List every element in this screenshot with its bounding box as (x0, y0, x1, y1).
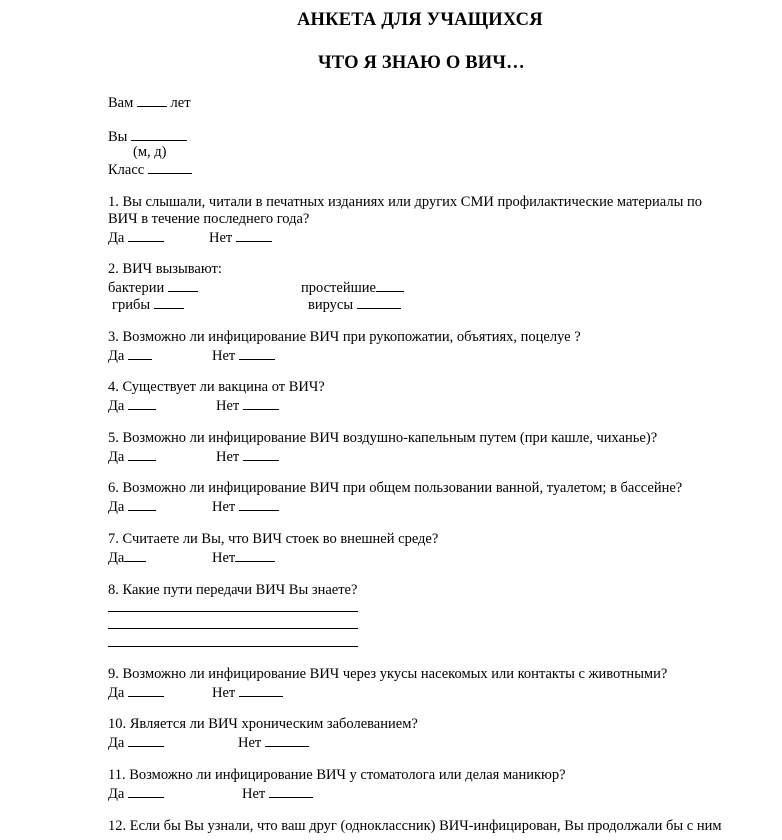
age-suffix: лет (170, 95, 191, 111)
q10-no (238, 733, 309, 752)
q6-yes-field[interactable] (128, 497, 156, 511)
q2-option-viruses (308, 295, 401, 314)
option-label: вирусы (308, 297, 354, 313)
q4-yes (108, 396, 156, 415)
question-8: 8. Какие пути передачи ВИЧ Вы знаете? (108, 582, 358, 598)
yes-label: Да (108, 550, 125, 566)
yes-label: Да (108, 786, 125, 802)
no-label: Нет (242, 786, 266, 802)
question-1-cont: ВИЧ в течение последнего года? (108, 211, 310, 227)
option-label: грибы (112, 297, 151, 313)
yes-label: Да (108, 398, 125, 414)
q8-answer-line-1[interactable] (108, 611, 358, 612)
no-label: Нет (209, 230, 233, 246)
q9-yes-field[interactable] (128, 683, 164, 697)
q4-no-field[interactable] (243, 396, 279, 410)
yes-label: Да (108, 230, 125, 246)
yes-label: Да (108, 348, 125, 364)
yes-label: Да (108, 499, 125, 515)
no-label: Нет (216, 398, 240, 414)
q9-yes (108, 683, 164, 702)
page-title: АНКЕТА ДЛЯ УЧАЩИХСЯ (297, 10, 543, 30)
q3-yes (108, 346, 152, 365)
q1-no-field[interactable] (236, 228, 272, 242)
q8-answer-line-3[interactable] (108, 646, 358, 647)
q10-yes-field[interactable] (128, 733, 164, 747)
option-label: простейшие (301, 280, 376, 296)
sex-prefix: Вы (108, 129, 128, 145)
question-9: 9. Возможно ли инфицирование ВИЧ через укусы насекомых или контакты с животными? (108, 666, 668, 682)
q7-no (212, 548, 275, 567)
q10-no-field[interactable] (265, 733, 309, 747)
q4-yes-field[interactable] (128, 396, 156, 410)
no-label: Нет (216, 449, 240, 465)
sex-hint: (м, д) (133, 144, 167, 160)
no-label: Нет (212, 685, 236, 701)
q9-no-field[interactable] (239, 683, 283, 697)
q3-no-field[interactable] (239, 346, 275, 360)
class-label: Класс (108, 162, 145, 178)
no-label: Нет (212, 348, 236, 364)
question-11: 11. Возможно ли инфицирование ВИЧ у стоматолога или делая маникюр? (108, 767, 566, 783)
q1-yes (108, 228, 164, 247)
q4-no (216, 396, 279, 415)
sex-field[interactable] (131, 127, 187, 141)
age-prefix: Вам (108, 95, 134, 111)
option-label: бактерии (108, 280, 165, 296)
q5-yes-field[interactable] (128, 447, 156, 461)
q2-viruses-field[interactable] (357, 295, 401, 309)
q6-no-field[interactable] (239, 497, 279, 511)
q7-no-field[interactable] (235, 548, 275, 562)
q1-yes-field[interactable] (128, 228, 164, 242)
q9-no (212, 683, 283, 702)
age-row (108, 93, 191, 112)
question-3: 3. Возможно ли инфицирование ВИЧ при рукопожатии, объятиях, поцелуе ? (108, 329, 581, 345)
q2-protozoa-field[interactable] (376, 278, 404, 292)
age-field[interactable] (137, 93, 167, 107)
question-2: 2. ВИЧ вызывают: (108, 261, 222, 277)
q11-yes-field[interactable] (128, 784, 164, 798)
question-6: 6. Возможно ли инфицирование ВИЧ при общем пользовании ванной, туалетом; в бассейне? (108, 480, 683, 496)
q5-yes (108, 447, 156, 466)
question-10: 10. Является ли ВИЧ хроническим заболеванием? (108, 716, 418, 732)
q7-yes (108, 548, 146, 567)
q8-answer-line-2[interactable] (108, 628, 358, 629)
q5-no (216, 447, 279, 466)
question-1: 1. Вы слышали, читали в печатных изданиях или других СМИ профилактические материалы по (108, 194, 702, 210)
class-row (108, 160, 192, 179)
no-label: Нет (212, 499, 236, 515)
question-5: 5. Возможно ли инфицирование ВИЧ воздушно-капельным путем (при кашле, чиханье)? (108, 430, 658, 446)
q1-no (209, 228, 272, 247)
q11-yes (108, 784, 164, 803)
question-4: 4. Существует ли вакцина от ВИЧ? (108, 379, 325, 395)
yes-label: Да (108, 735, 125, 751)
q2-bacteria-field[interactable] (168, 278, 198, 292)
question-12: 12. Если бы Вы узнали, что ваш друг (одноклассник) ВИЧ-инфицирован, Вы продолжали бы с ним (108, 818, 722, 834)
q11-no (242, 784, 313, 803)
question-7: 7. Считаете ли Вы, что ВИЧ стоек во внешней среде? (108, 531, 439, 547)
page-subtitle: ЧТО Я ЗНАЮ О ВИЧ… (318, 53, 525, 73)
q7-yes-field[interactable] (124, 548, 146, 562)
q6-yes (108, 497, 156, 516)
class-field[interactable] (148, 160, 192, 174)
q3-no (212, 346, 275, 365)
no-label: Нет (238, 735, 262, 751)
no-label: Нет (212, 550, 236, 566)
q10-yes (108, 733, 164, 752)
q2-option-fungi (112, 295, 184, 314)
yes-label: Да (108, 449, 125, 465)
q3-yes-field[interactable] (128, 346, 152, 360)
q5-no-field[interactable] (243, 447, 279, 461)
yes-label: Да (108, 685, 125, 701)
q2-fungi-field[interactable] (154, 295, 184, 309)
q11-no-field[interactable] (269, 784, 313, 798)
q6-no (212, 497, 279, 516)
